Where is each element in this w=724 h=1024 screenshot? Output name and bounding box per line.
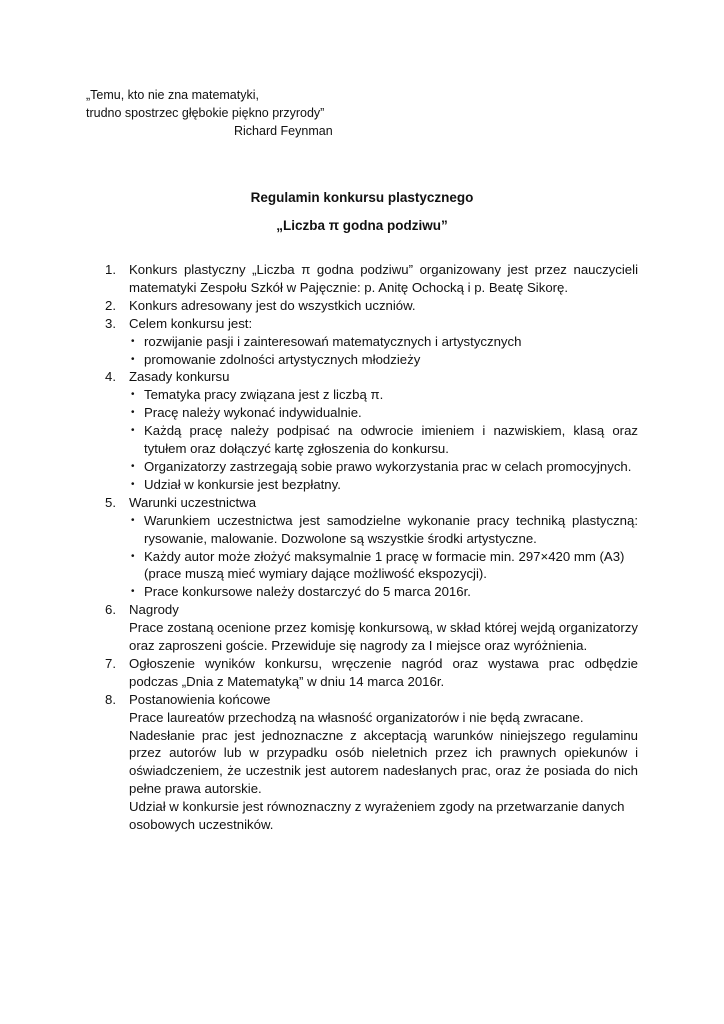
document-subtitle: „Liczba π godna podziwu” [276,218,448,233]
quote-author: Richard Feynman [234,124,333,138]
sublist-item [129,351,638,369]
sublist-item-text: Tematyka pracy związana jest z liczbą π. [144,387,384,403]
rule-item [105,261,638,297]
sublist-item-text: Udział w konkursie jest bezpłatny. [144,476,341,492]
rule-text: Konkurs plastyczny „Liczba π godna podziwu” organizowany jest przez nauczycieli matematyki Zespołu Szkół w Pajęcznie: p. Anitę Ochocką i p. Beatę Sikorę. [129,262,638,295]
rule-item [105,368,638,493]
bullet-icon: • [131,586,135,598]
quote-line-1: „Temu, kto nie zna matematyki, [86,88,259,102]
sublist-item [129,386,638,404]
rule-number: 8. [105,691,116,707]
rule-text: Nagrody [129,602,179,618]
rule-paragraph: Prace laureatów przechodzą na własność organizatorów i nie będą zwracane. [129,709,584,725]
sublist-item [129,333,638,351]
sublist-item-text: rozwijanie pasji i zainteresowań matematycznych i artystycznych [144,333,522,349]
sublist-item-text: Prace konkursowe należy dostarczyć do 5 marca 2016r. [144,584,471,600]
bullet-icon: • [131,389,135,401]
bullet-icon: • [131,425,135,437]
sublist-item [129,422,638,458]
rule-item [105,691,638,834]
rule-number: 3. [105,315,116,331]
bullet-icon: • [131,478,135,490]
rule-number: 7. [105,655,116,671]
rule-paragraph: Prace zostaną ocenione przez komisję konkursową, w skład której wejdą organizatorzy oraz zaproszeni goście. Przewiduje się nagrody za I miejsce oraz wyróżnienia. [129,620,638,654]
quote-line-2: trudno spostrzec głębokie piękno przyrody” [86,106,325,120]
rule-number: 1. [105,262,116,277]
rule-sublist [129,512,638,602]
rule-item [105,655,638,691]
sublist-item [129,458,638,476]
rule-text: Postanowienia końcowe [129,691,271,707]
rule-paragraph: Nadesłanie prac jest jednoznaczne z akceptacją warunków niniejszego regulaminu przez autorów lub w przypadku osób nieletnich przez ich prawnych opiekunów i oświadczeniem, że uczestnik jest autorem nadesłanych prac, oraz że posiada do nich pełne prawa autorskie. [129,727,638,797]
rule-sublist [129,333,638,369]
sublist-item-text: Pracę należy wykonać indywidualnie. [144,405,362,421]
rule-text: Zasady konkursu [129,369,230,385]
rule-number: 4. [105,369,116,385]
sublist-item-text: promowanie zdolności artystycznych młodzieży [144,351,421,367]
sublist-item-text: Warunkiem uczestnictwa jest samodzielne wykonanie pracy techniką plastyczną: rysowanie, malowanie. Dozwolone są wszystkie środki artystyczne. [144,512,638,546]
rule-paragraph: Udział w konkursie jest równoznaczny z wyrażeniem zgody na przetwarzanie danych osobowych uczestników. [129,799,625,833]
rule-item [105,601,638,655]
bullet-icon: • [131,407,135,419]
sublist-item [129,548,638,584]
bullet-icon: • [131,514,135,526]
sublist-item-text: Organizatorzy zastrzegają sobie prawo wykorzystania prac w celach promocyjnych. [144,458,632,474]
rule-text: Konkurs adresowany jest do wszystkich uczniów. [129,297,416,313]
rule-item [105,297,638,315]
sublist-item [129,476,638,494]
rule-text: Celem konkursu jest: [129,315,253,331]
bullet-icon: • [131,550,135,562]
sublist-item [129,583,638,601]
rule-number: 6. [105,602,116,618]
sublist-item [129,512,638,548]
sublist-item-text: Każdy autor może złożyć maksymalnie 1 pracę w formacie min. 297×420 mm (A3) (prace muszą mieć wymiary dające możliwość ekspozycji). [144,548,625,582]
sublist-item [129,404,638,422]
rule-text: Warunki uczestnictwa [129,494,257,510]
document-title: Regulamin konkursu plastycznego [250,190,474,205]
rule-item [105,494,638,601]
rules-list [105,261,638,834]
epigraph-quote [86,86,333,140]
rule-text: Ogłoszenie wyników konkursu, wręczenie nagród oraz wystawa prac odbędzie podczas „Dnia z Matematyką” w dniu 14 marca 2016r. [129,655,638,689]
sublist-item-text: Każdą pracę należy podpisać na odwrocie imieniem i nazwiskiem, klasą oraz tytułem oraz dołączyć kartę zgłoszenia do konkursu. [144,423,638,457]
rule-number: 5. [105,494,116,510]
bullet-icon: • [131,353,135,365]
rule-item [105,315,638,369]
bullet-icon: • [131,335,135,347]
rule-number: 2. [105,297,116,313]
rule-sublist [129,386,638,493]
bullet-icon: • [131,460,135,472]
